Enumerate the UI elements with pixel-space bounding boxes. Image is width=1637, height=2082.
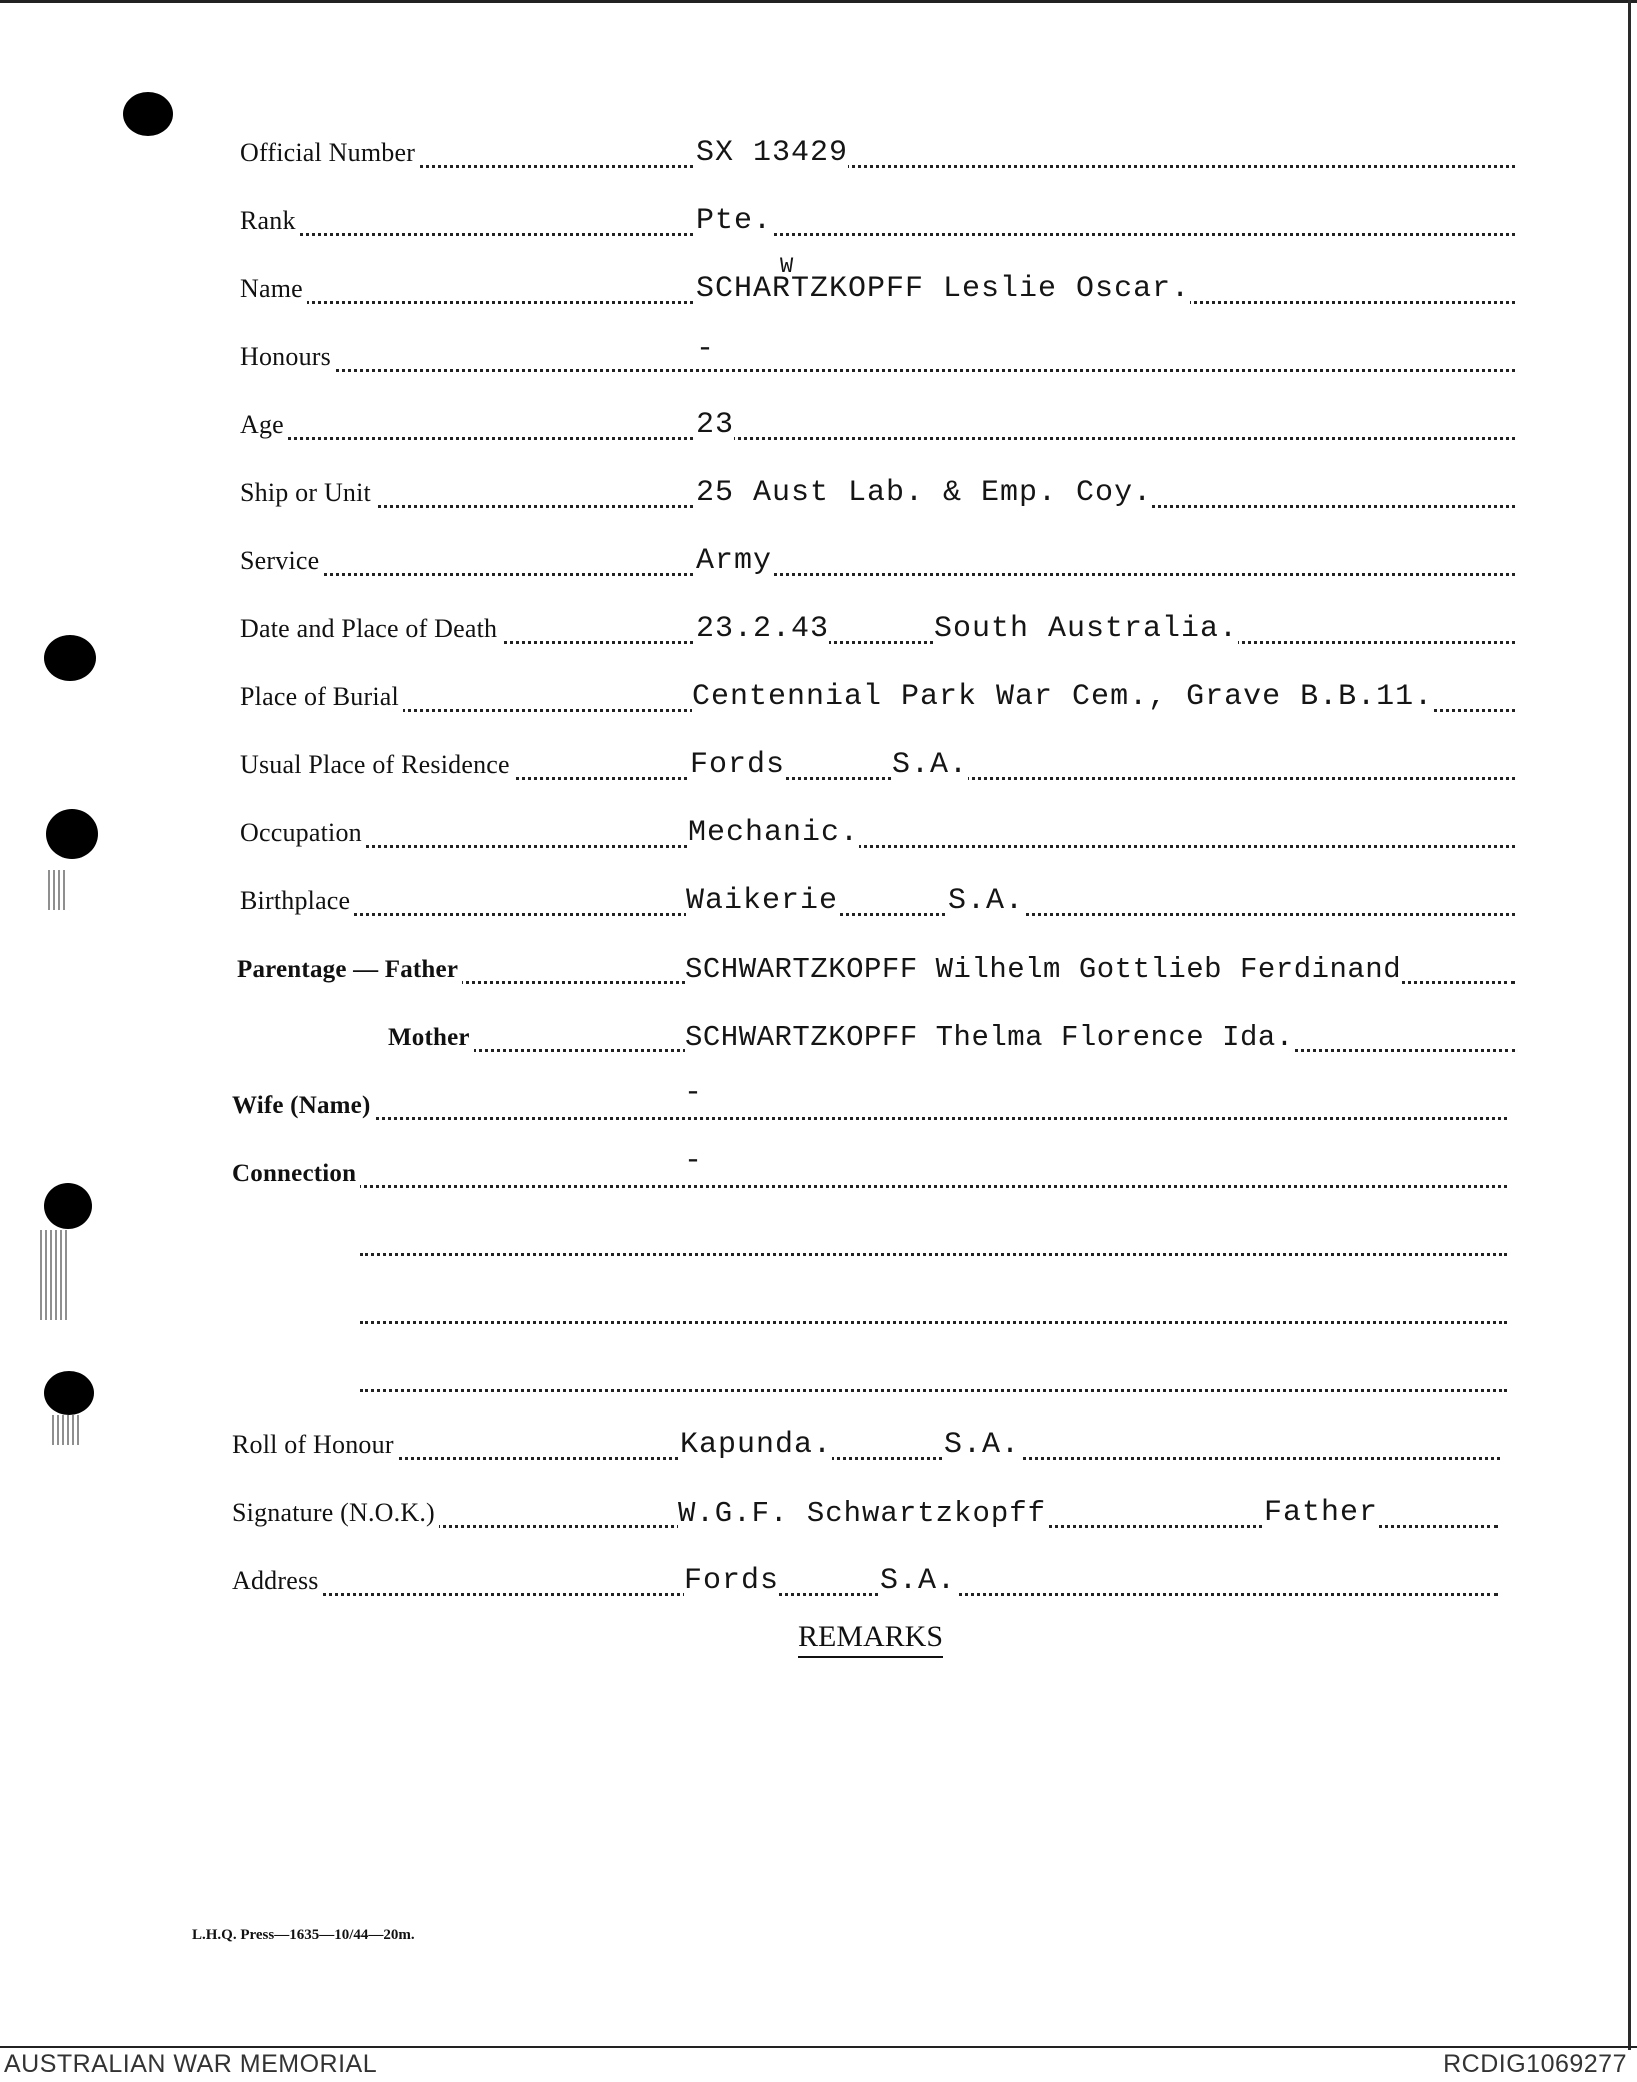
blank-line	[360, 1286, 1507, 1330]
honours-row	[240, 334, 1515, 378]
scan-smudge	[52, 1415, 82, 1445]
residence-town-value: Fords	[690, 748, 786, 782]
scan-smudge	[40, 1230, 70, 1320]
occupation-label: Occupation	[240, 818, 366, 848]
remarks-heading: REMARKS	[798, 1620, 943, 1658]
residence-state-value: S.A.	[892, 748, 969, 782]
parentage-father-label: Parentage — Father	[237, 956, 462, 984]
ship-or-unit-value: 25 Aust Lab. & Emp. Coy.	[696, 476, 1153, 510]
age-label: Age	[240, 410, 288, 440]
roll-of-honour-state-value: S.A.	[944, 1428, 1021, 1462]
place-of-burial-value: Centennial Park War Cem., Grave B.B.11.	[692, 680, 1434, 714]
address-label: Address	[232, 1566, 323, 1596]
punch-hole	[44, 1371, 94, 1415]
occupation-row	[240, 810, 1515, 854]
roll-of-honour-label: Roll of Honour	[232, 1430, 398, 1460]
place-of-burial-row	[240, 674, 1515, 718]
usual-place-of-residence-label: Usual Place of Residence	[240, 750, 514, 780]
address-town-value: Fords	[684, 1564, 780, 1598]
punch-hole	[46, 809, 98, 859]
connection-label: Connection	[232, 1160, 360, 1188]
signature-row	[232, 1490, 1498, 1534]
printer-footnote: L.H.Q. Press—1635—10/44—20m.	[192, 1927, 415, 1943]
scan-smudge	[48, 870, 68, 910]
punch-hole	[44, 635, 96, 681]
ship-or-unit-row	[240, 470, 1515, 514]
official-number-row	[240, 130, 1515, 174]
parentage-father-row	[237, 946, 1515, 990]
birthplace-label: Birthplace	[240, 886, 354, 916]
birthplace-row	[240, 878, 1515, 922]
usual-place-of-residence-row	[240, 742, 1515, 786]
age-row	[240, 402, 1515, 446]
signature-label: Signature (N.O.K.)	[232, 1498, 439, 1528]
name-label: Name	[240, 274, 307, 304]
wife-row	[232, 1076, 1507, 1126]
age-value: 23	[696, 408, 735, 442]
footer-source: AUSTRALIAN WAR MEMORIAL	[4, 2050, 378, 2078]
punch-hole	[123, 92, 173, 136]
parentage-father-value: SCHWARTZKOPFF Wilhelm Gottlieb Ferdinand	[685, 953, 1402, 986]
footer-id: RCDIG1069277	[1443, 2050, 1627, 2078]
place-of-burial-label: Place of Burial	[240, 682, 403, 712]
address-state-value: S.A.	[880, 1564, 957, 1598]
top-edge-line	[0, 0, 1637, 3]
parentage-mother-row	[388, 1014, 1515, 1058]
right-edge-line	[1628, 0, 1631, 2050]
honours-label: Honours	[240, 342, 335, 372]
birthplace-town-value: Waikerie	[686, 884, 839, 918]
occupation-value: Mechanic.	[688, 816, 860, 850]
name-correction-mark: W	[780, 254, 794, 279]
honours-value: -	[696, 332, 716, 366]
official-number-label: Official Number	[240, 138, 419, 168]
blank-line	[360, 1218, 1507, 1262]
connection-value: -	[684, 1144, 704, 1178]
service-row	[240, 538, 1515, 582]
wife-value: -	[684, 1076, 704, 1110]
signature-value: W.G.F. Schwartzkopff	[678, 1497, 1047, 1530]
death-date-value: 23.2.43	[696, 612, 830, 646]
name-value: SCHARTZKOPFF Leslie Oscar.	[696, 272, 1191, 306]
rank-label: Rank	[240, 206, 300, 236]
parentage-mother-value: SCHWARTZKOPFF Thelma Florence Ida.	[685, 1021, 1294, 1054]
signature-relation-value: Father	[1264, 1496, 1379, 1530]
birthplace-state-value: S.A.	[948, 884, 1025, 918]
parentage-mother-label: Mother	[388, 1024, 474, 1052]
name-row	[240, 254, 1515, 310]
death-place-value: South Australia.	[934, 612, 1239, 646]
address-row	[232, 1558, 1498, 1602]
roll-of-honour-town-value: Kapunda.	[680, 1428, 833, 1462]
ship-or-unit-label: Ship or Unit	[240, 478, 375, 508]
rank-row	[240, 198, 1515, 242]
bottom-edge-line	[0, 2046, 1637, 2048]
rank-value: Pte.	[696, 204, 773, 238]
date-place-of-death-label: Date and Place of Death	[240, 614, 501, 644]
punch-hole	[44, 1183, 92, 1229]
blank-line	[360, 1354, 1507, 1398]
service-value: Army	[696, 544, 773, 578]
official-number-value: SX 13429	[696, 136, 849, 170]
wife-label: Wife (Name)	[232, 1092, 375, 1120]
roll-of-honour-row	[232, 1422, 1500, 1466]
service-label: Service	[240, 546, 323, 576]
connection-row	[232, 1144, 1507, 1194]
date-place-of-death-row	[240, 606, 1515, 650]
